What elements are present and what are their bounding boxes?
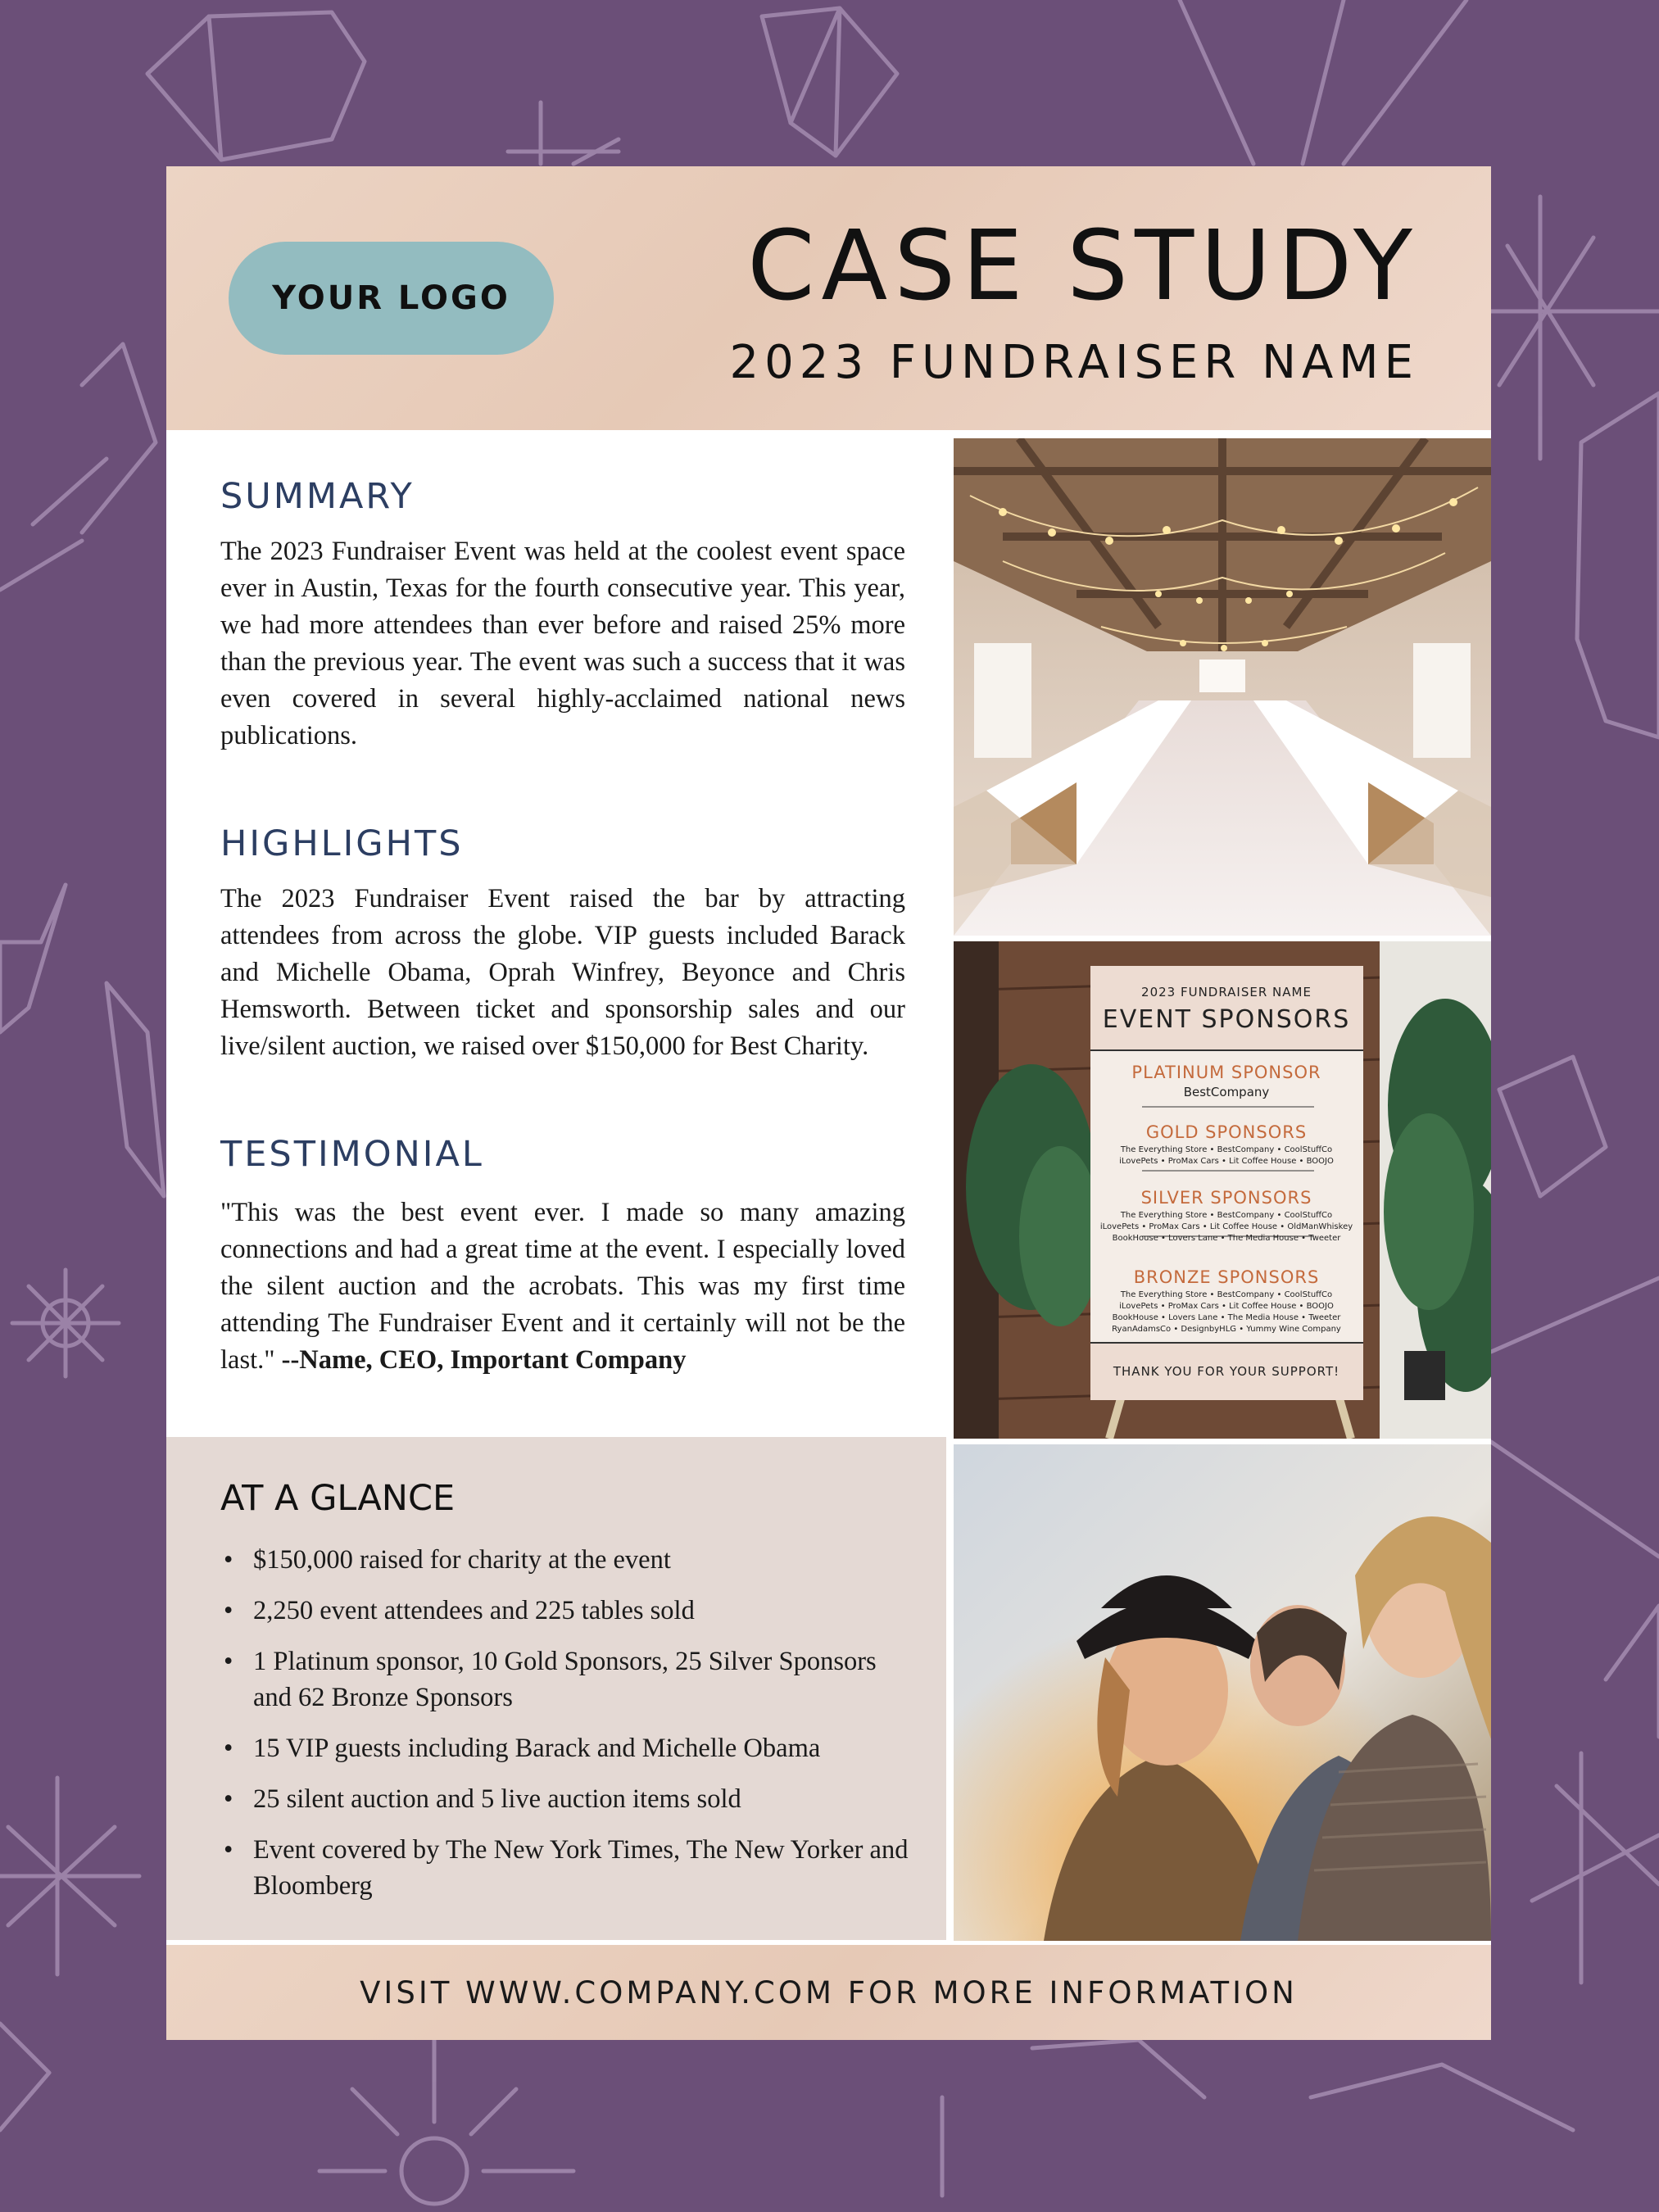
sign-bronze-line: BookHouse • Lovers Lane • The Media House • Tweeter xyxy=(1112,1313,1341,1322)
glance-item: • 25 silent auction and 5 live auction items sold xyxy=(220,1781,909,1817)
sign-platinum-names: BestCompany xyxy=(1183,1085,1270,1099)
sign-gold-title: GOLD SPONSORS xyxy=(1145,1122,1308,1142)
glance-heading: AT A GLANCE xyxy=(220,1478,456,1519)
highlights-heading: HIGHLIGHTS xyxy=(220,823,464,864)
glance-item: • $150,000 raised for charity at the event xyxy=(220,1542,909,1578)
header-banner xyxy=(166,166,1491,430)
people-photo xyxy=(954,1444,1491,1941)
sign-silver-line: BookHouse • Lovers Lane • The Media House • Tweeter xyxy=(1112,1234,1341,1243)
logo-text: YOUR LOGO xyxy=(272,279,510,317)
glance-list xyxy=(220,1542,909,1919)
venue-photo xyxy=(954,438,1491,936)
testimonial-author: --Name, CEO, Important Company xyxy=(281,1345,687,1375)
glance-item: • 2,250 event attendees and 225 tables sold xyxy=(220,1593,909,1629)
case-study-card xyxy=(166,166,1491,2040)
page-title: CASE STUDY xyxy=(747,209,1419,322)
sponsor-sign-photo xyxy=(954,941,1491,1439)
page-subtitle: 2023 FUNDRAISER NAME xyxy=(729,336,1419,389)
at-a-glance-panel xyxy=(166,1437,946,1940)
summary-text: The 2023 Fundraiser Event was held at the coolest event space ever in Austin, Texas for the fourth consecutive year. This year, we had more attendees than ever before and raised 25% more than the previous year. The event was such a success that it was even covered in several highly-acclaimed national news publications. xyxy=(220,537,905,750)
sign-title: EVENT SPONSORS xyxy=(1102,1005,1351,1034)
testimonial-text xyxy=(220,1194,905,1379)
glance-item: • 15 VIP guests including Barack and Michelle Obama xyxy=(220,1730,909,1766)
highlights-text: The 2023 Fundraiser Event raised the bar by attracting attendees from across the globe. VIP guests included Barack and Michelle Obama, Oprah Winfrey, Beyonce and Chris Hemsworth. Between ticket and sponsorship sales and our live/silent auction, we raised over $150,000 for Best Charity. xyxy=(220,884,905,1061)
sign-bronze-line: The Everything Store • BestCompany • CoolStuffCo xyxy=(1120,1290,1333,1299)
sign-event-name: 2023 FUNDRAISER NAME xyxy=(1141,985,1312,999)
sign-silver-line: The Everything Store • BestCompany • CoolStuffCo xyxy=(1120,1211,1333,1220)
glance-item: • Event covered by The New York Times, The New Yorker and Bloomberg xyxy=(220,1832,909,1904)
testimonial-heading: TESTIMONIAL xyxy=(220,1134,484,1175)
sign-thanks: THANK YOU FOR YOUR SUPPORT! xyxy=(1113,1364,1340,1379)
sign-platinum-title: PLATINUM SPONSOR xyxy=(1131,1063,1321,1082)
footer-text: VISIT WWW.COMPANY.COM FOR MORE INFORMATION xyxy=(360,1974,1298,2010)
logo-placeholder xyxy=(229,242,554,355)
sign-bronze-line: RyanAdamsCo • DesignbyHLG • Yummy Wine Company xyxy=(1112,1325,1341,1334)
sign-gold-line: iLovePets • ProMax Cars • Lit Coffee House • BOOJO xyxy=(1119,1157,1334,1166)
summary-heading: SUMMARY xyxy=(220,476,415,517)
sign-gold-line: The Everything Store • BestCompany • CoolStuffCo xyxy=(1120,1145,1333,1154)
glance-item: • 1 Platinum sponsor, 10 Gold Sponsors, 25 Silver Sponsors and 62 Bronze Sponsors xyxy=(220,1643,909,1716)
sign-silver-title: SILVER SPONSORS xyxy=(1140,1188,1312,1208)
crystal-icon xyxy=(147,12,365,160)
sign-bronze-title: BRONZE SPONSORS xyxy=(1133,1267,1320,1287)
testimonial-quote: "This was the best event ever. I made so many amazing connections and had a great time at the event. I especially loved the silent auction and the acrobats. This was my first time attending The Fundraiser Event and it certainly will not be the last." xyxy=(220,1198,905,1375)
sign-silver-line: iLovePets • ProMax Cars • Lit Coffee House • OldManWhiskey xyxy=(1099,1222,1353,1231)
footer-banner xyxy=(166,1945,1491,2040)
sign-bronze-line: iLovePets • ProMax Cars • Lit Coffee House • BOOJO xyxy=(1119,1302,1334,1311)
